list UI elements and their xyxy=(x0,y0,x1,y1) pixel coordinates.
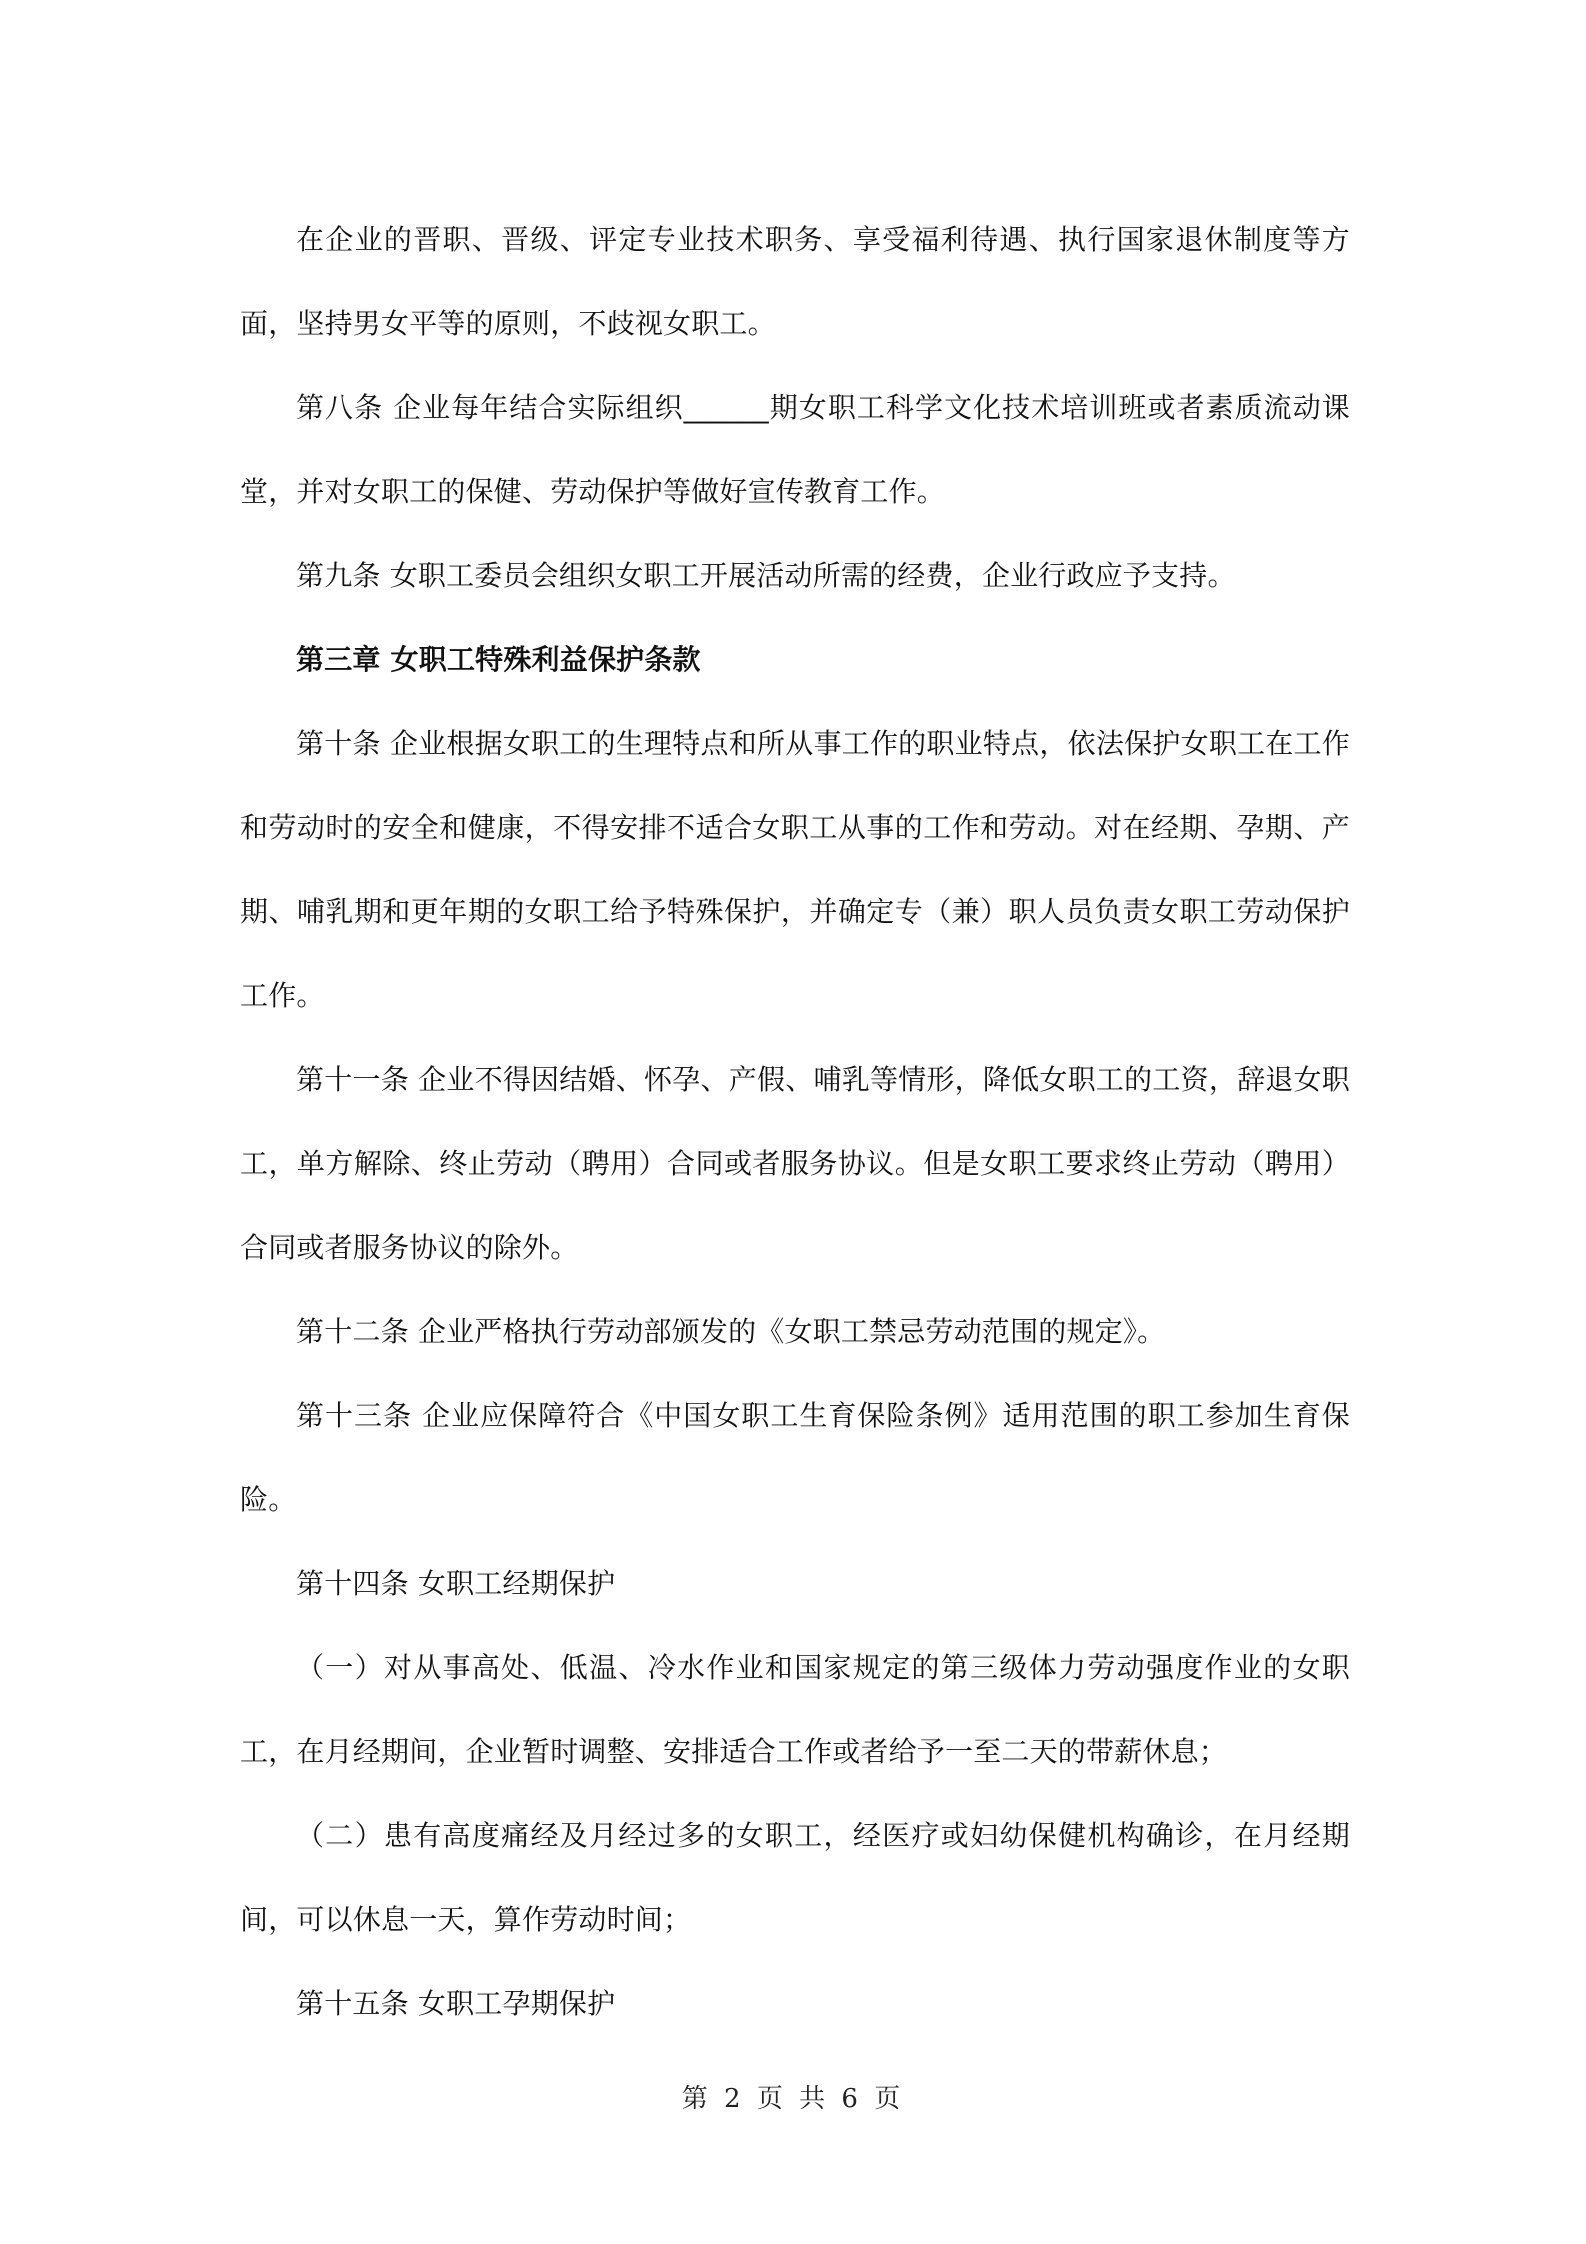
paragraph: 第八条 企业每年结合实际组织______期女职工科学文化技术培训班或者素质流动课堂，并对女职工的保健、劳动保护等做好宣传教育工作。 xyxy=(240,391,1350,508)
paragraph: 第十一条 企业不得因结婚、怀孕、产假、哺乳等情形，降低女职工的工资，辞退女职工，单方解除、终止劳动（聘用）合同或者服务协议。但是女职工要求终止劳动（聘用）合同或者服务协议的除外。 xyxy=(240,1063,1350,1264)
paragraph: 第十条 企业根据女职工的生理特点和所从事工作的职业特点，依法保护女职工在工作和劳动时的安全和健康，不得安排不适合女职工从事的工作和劳动。对在经期、孕期、产期、哺乳期和更年期的女职工给予特殊保护，并确定专（兼）职人员负责女职工劳动保护工作。 xyxy=(240,727,1350,1012)
paragraph: 第十三条 企业应保障符合《中国女职工生育保险条例》适用范围的职工参加生育保险。 xyxy=(240,1399,1350,1516)
paragraph: 在企业的晋职、晋级、评定专业技术职务、享受福利待遇、执行国家退休制度等方面，坚持男女平等的原则，不歧视女职工。 xyxy=(240,223,1350,340)
paragraph: 第十四条 女职工经期保护 xyxy=(296,1567,616,1600)
document-body xyxy=(240,198,1350,2046)
paragraph: 第十二条 企业严格执行劳动部颁发的《女职工禁忌劳动范围的规定》。 xyxy=(296,1315,1166,1348)
page-number-footer: 第 2 页 共 6 页 xyxy=(681,2084,905,2114)
paragraph: （二）患有高度痛经及月经过多的女职工，经医疗或妇幼保健机构确诊，在月经期间，可以休息一天，算作劳动时间； xyxy=(240,1819,1350,1936)
paragraph: （一）对从事高处、低温、冷水作业和国家规定的第三级体力劳动强度作业的女职工，在月经期间，企业暂时调整、安排适合工作或者给予一至二天的带薪休息； xyxy=(240,1651,1350,1768)
paragraph: 第十五条 女职工孕期保护 xyxy=(296,1987,616,2020)
paragraph: 第九条 女职工委员会组织女职工开展活动所需的经费，企业行政应予支持。 xyxy=(296,559,1236,592)
chapter-heading: 第三章 女职工特殊利益保护条款 xyxy=(296,643,701,676)
